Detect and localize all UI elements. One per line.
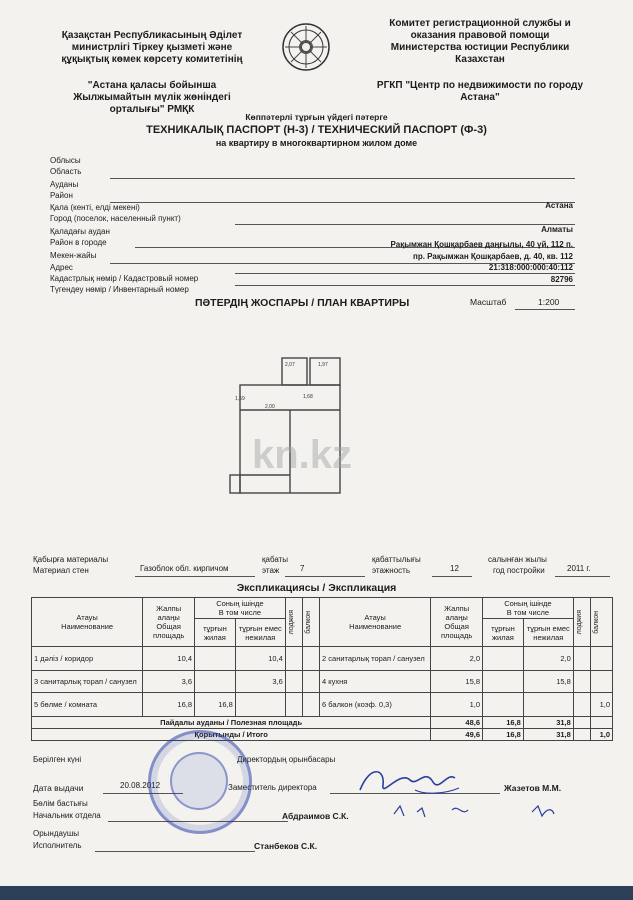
field-label: Облысы <box>50 156 81 165</box>
field-line <box>135 576 255 577</box>
field-value-cadastral: 21:318:000:000:40:112 <box>488 263 573 272</box>
table-row-useful: Пайдалы ауданы / Полезная площадь 48,6 16,8 31,8 <box>32 717 613 729</box>
issued-label-ru: Дата выдачи <box>33 783 84 793</box>
col-header-total: Жалпы алаңы Общая площадь <box>143 598 195 647</box>
header-right-org <box>360 80 600 104</box>
col-header-loggia: лоджия <box>285 598 302 647</box>
header-right-org-line: Астана" <box>460 92 500 103</box>
header-right-line: оказания правовой помощи <box>410 30 550 41</box>
page-title: ТЕХНИКАЛЫҚ ПАСПОРТ (Н-3) / ТЕХНИЧЕСКИЙ ПАСПОРТ (Ф-3) <box>146 124 487 136</box>
field-label: Адрес <box>50 263 73 272</box>
year-label-kz: салынған жылы <box>488 555 547 564</box>
field-line <box>432 576 472 577</box>
dim-label: 1,97 <box>318 362 328 368</box>
field-line <box>235 273 575 274</box>
col-header-incl: Соның ішінде В том числе <box>483 598 574 619</box>
floor-label-ru: этаж <box>262 566 280 575</box>
header-right-org-line: РГКП "Центр по недвижимости по городу <box>376 80 584 91</box>
field-value-address-ru: пр. Рақымжан Қошқарбаев, д. 40, кв. 112 <box>413 252 573 261</box>
field-value-address-kz: Рақымжан Қошқарбаев даңғылы, 40 үй, 112 п. <box>390 240 573 249</box>
plan-title: ПӘТЕРДІҢ ЖОСПАРЫ / ПЛАН КВАРТИРЫ <box>195 297 410 309</box>
director-label-kz: Директордың орынбасары <box>237 755 336 764</box>
field-label: Түгендеу нөмір / Инвентарный номер <box>50 285 189 294</box>
scale-label: Масштаб <box>470 297 507 307</box>
director-label-ru: Заместитель директора <box>228 783 317 792</box>
field-label: Район в городе <box>50 238 107 247</box>
header-left-org-line: "Астана қаласы бойынша <box>87 80 217 91</box>
head-signature <box>392 802 572 824</box>
field-label: Қала (кенті, елді мекені) <box>50 203 140 212</box>
dim-label: 2,07 <box>285 362 295 368</box>
field-label: Город (поселок, населенный пункт) <box>50 214 181 223</box>
field-line <box>235 224 575 225</box>
header-left-org <box>32 80 272 116</box>
header-right-line: Министерства юстиции Республики <box>390 42 570 53</box>
col-header-living: тұрғын жилая <box>483 619 524 647</box>
header-left <box>32 30 272 66</box>
title-ru: на квартиру в многоквартирном жилом доме <box>215 138 418 148</box>
explication-table <box>31 597 613 741</box>
table-row: 3 санитарлық торап / санузел 3,6 3,6 4 кухня 15,8 15,8 <box>32 671 613 693</box>
wall-value: Газоблок обл. кирпичом <box>140 564 229 573</box>
issued-label-kz: Берілген күні <box>33 755 82 764</box>
header-right <box>360 18 600 66</box>
field-label: Кадастрлық нөмір / Кадастровый номер <box>50 274 199 283</box>
wall-label-ru: Материал стен <box>33 566 89 575</box>
field-label: Ауданы <box>50 180 79 189</box>
header-left-line: министрлігі Тіркеу қызметі және <box>71 42 233 53</box>
director-signature <box>355 760 465 805</box>
col-header-nonliving: тұрғын емес нежилая <box>235 619 285 647</box>
dim-label: 1,59 <box>235 396 245 402</box>
floors-label-ru: этажность <box>372 566 410 575</box>
field-value-inventory: 82796 <box>550 275 573 284</box>
field-line <box>285 576 365 577</box>
table-row: 1 дәліз / коридор 10,4 10,4 2 санитарлық торап / санузел 2,0 2,0 <box>32 647 613 671</box>
director-name: Жазетов М.М. <box>504 783 562 793</box>
field-label: Район <box>50 191 73 200</box>
col-header-total: Жалпы алаңы Общая площадь <box>431 598 483 647</box>
field-line <box>235 285 575 286</box>
exec-label-kz: Орындаушы <box>33 829 80 838</box>
field-value-district: Алматы <box>541 225 573 234</box>
col-header-name: Атауы Наименование <box>320 598 431 647</box>
head-name: Абдраимов С.К. <box>282 811 349 821</box>
dim-label: 1,68 <box>303 394 313 400</box>
field-label: Қаладағы аудан <box>50 227 110 236</box>
floor-label-kz: қабаты <box>262 555 289 564</box>
head-label-ru: Начальник отдела <box>33 811 101 820</box>
field-line <box>110 178 575 179</box>
title-kz: Көппәтерлі тұрғын үйдегі пәтерге <box>245 112 388 122</box>
floors-value: 12 <box>450 564 459 573</box>
col-header-name: Атауы Наименование <box>32 598 143 647</box>
wall-label-kz: Қабырға материалы <box>33 555 109 564</box>
year-value: 2011 г. <box>567 564 591 573</box>
header-left-org-line: орталығы" РМҚК <box>109 104 195 115</box>
col-header-balcony: балкон <box>302 598 319 647</box>
exec-name: Станбеков С.К. <box>254 841 318 851</box>
table-row-total: Қорытынды / Итого 49,6 16,8 31,8 1,0 <box>32 729 613 741</box>
field-line <box>95 851 255 852</box>
col-header-incl: Соның ішінде В том числе <box>195 598 286 619</box>
header-left-line: құқықтық көмек көрсету комитетінің <box>61 54 243 65</box>
col-header-balcony: балкон <box>590 598 612 647</box>
stamp-emblem-icon <box>170 752 228 810</box>
header-left-org-line: Жылжымайтын мүлік жөніндегі <box>73 92 231 103</box>
floors-label-kz: қабаттылығы <box>372 555 421 564</box>
scale-line <box>515 309 575 310</box>
col-header-living: тұрғын жилая <box>195 619 236 647</box>
header-right-line: Казахстан <box>455 54 505 65</box>
explication-title: Экспликациясы / Экспликация <box>236 582 397 594</box>
field-label: Мекен-жайы <box>50 251 97 260</box>
floor-value: 7 <box>300 564 305 573</box>
dim-label: 2,00 <box>265 404 275 410</box>
header-left-line: Қазақстан Республикасының Әділет <box>61 30 243 41</box>
issued-date: 20.08.2012 <box>120 781 161 790</box>
kazakhstan-emblem-icon <box>281 22 331 72</box>
header-right-line: Комитет регистрационной службы и <box>389 18 571 29</box>
watermark: kn.kz <box>252 433 353 477</box>
field-label: Область <box>50 167 82 176</box>
exec-label-ru: Исполнитель <box>33 841 82 850</box>
floor-plan <box>225 350 353 500</box>
col-header-nonliving: тұрғын емес нежилая <box>523 619 573 647</box>
head-label-kz: Бөлім бастығы <box>33 799 88 808</box>
scale-value: 1:200 <box>538 297 560 307</box>
field-line <box>555 576 610 577</box>
field-value-city: Астана <box>545 201 573 210</box>
year-label-ru: год постройки <box>493 566 545 575</box>
table-row: 5 бөлме / комната 16,8 16,8 6 балкон (коэф. 0,3) 1,0 1,0 <box>32 693 613 717</box>
col-header-loggia: лоджия <box>573 598 590 647</box>
